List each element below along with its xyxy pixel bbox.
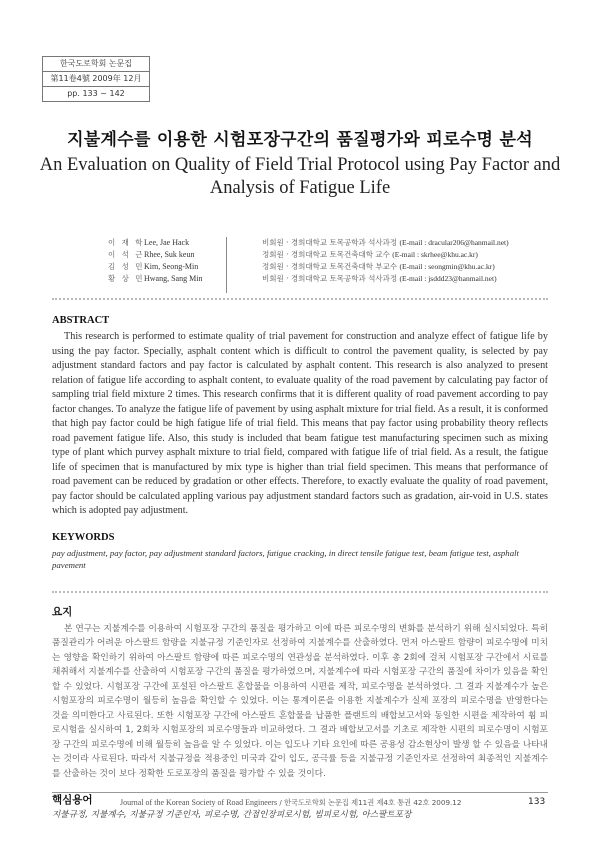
author-row (108, 273, 509, 285)
author-affiliation (262, 261, 495, 273)
journal-info-box (42, 56, 150, 102)
journal-pages: pp. 133 ~ 142 (67, 89, 125, 98)
author-name-ko: 이 석 근 (108, 250, 145, 259)
footer-citation (120, 798, 461, 808)
title-korean: 지불계수를 이용한 시험포장구간의 품질평가와 피로수명 분석 (67, 130, 533, 150)
summary-text: 본 연구는 지불계수를 이용하여 시험포장 구간의 품질을 평가하고 이에 따른 피로수명의 변화를 분석하기 위해 실시되었다. 특히 품질관리가 어려운 아스팔트 함량을 지불규정 기준인자로 선정하여 지불계수를 산출하였다. 먼저 아스팔트 함량이 피로수명에 미치는 영향을 확인하기 위하여 아스팔트 함량에 따른 피로수명의 연관성을 분석하였다. 이후 총 2회에 걸쳐 시험포장 구간에서 시료를 채취해서 지불계수를 산출하여 시험포장 구간의 품질을 평가하였으며, 지불계수에 따라 시험포장 구간의 품질에 차이가 있음을 확인할 수 있었다. 시험포장 구간에 포설된 아스팔트 혼합물을 이용하여 시편을 제작, 피로수명을 분석하였다. 그 결과 지불계수가 높은 시험포장의 피로수명이 월등히 높음을 확인할 수 있었다. 이는 통계이론을 이용한 지불계수가 실제 포장의 피로수명을 반영한다는 것을 의미한다고 사료된다. 또한 시험포장 구간에 아스팔트 혼합물을 납품한 플랜트의 배합보고서와 동일한 시편을 제작하여 휨 피로시험을 실시하여 1, 2회차 시험포장의 피로수명들과 비교하였다. 그 결과 배합보고서를 기초로 제작한 시편의 피로수명이 시험포장 구간의 피로수명에 비해 월등히 높음을 알 수 있었다. 이는 입도나 기타 요인에 따른 공용성 감소현상이 발생 할 수 있음을 나타내는 것이라 사료된다. 따라서 지불규정을 적용중인 미국과 같이 입도, 공극률 등을 지불규정 기준인자로 선정하여 최종적인 지불계수를 산출하는 것이 보다 정확한 도로포장의 품질을 평가할 수 있을 것이다. (52, 623, 548, 779)
author-row (108, 249, 509, 261)
author-email: (E-mail : dracular206@hanmail.net) (399, 238, 509, 247)
author-name-ko: 김 성 민 (108, 262, 145, 271)
author-row (108, 237, 509, 249)
author-email: (E-mail : jsddd23@hanmail.net) (399, 274, 497, 283)
keywords-text: pay adjustment, pay factor, pay adjustment standard factors, fatigue cracking, in direct tensile fatigue test, beam fatigue test, asphalt pavement (52, 547, 519, 570)
author-name-en: Lee, Jae Hack (144, 238, 190, 247)
author-affiliation (262, 249, 478, 261)
keywords-heading: KEYWORDS (52, 531, 115, 543)
author-list (108, 237, 509, 285)
author-email: (E-mail : skrhee@khu.ac.kr) (392, 250, 478, 259)
section-divider (52, 591, 548, 593)
author-affiliation (262, 273, 497, 285)
affiliation-text: 비회원 · 경희대학교 토목공학과 석사과정 (262, 274, 398, 283)
footer-journal-ko: / 한국도로학회 논문집 제11권 제4호 통권 42호 2009.12 (277, 798, 462, 807)
author-email: (E-mail : seongmin@khu.ac.kr) (399, 262, 495, 271)
footer-journal-en: Journal of the Korean Society of Road Engineers (120, 798, 278, 807)
affiliation-text: 비회원 · 경희대학교 토목공학과 석사과정 (262, 238, 398, 247)
author-name-en: Rhee, Suk keun (144, 250, 195, 259)
body-content (52, 314, 548, 821)
footer-rule (52, 792, 548, 793)
author-affiliation (262, 237, 509, 249)
summary-heading: 요지 (52, 605, 73, 618)
author-name-en: Kim, Seong-Min (144, 262, 199, 271)
keywords-ko-heading: 핵심용어 (52, 794, 93, 806)
author-name-en: Hwang, Sang Min (144, 274, 203, 283)
abstract-text: This research is performed to estimate quality of trial pavement for construction and analyze effect of fatigue life by using the pay factor. Specially, asphalt content which is difficult to control the pavement quality, is selected by pay adjustment standard factors and pay factor is calculated by asphalt content. This research is also analyzed to present relation of fatigue life according to asphalt content, to evaluate quality of the road pavement by calculating pay factor of sampling trial field mixture 2 times. This research confirms that it is different quality of road pavement according to pay factor changes. To analyze the fatigue life of pavement by using asphalt mixture for trial field. As a result, it is conformed that high pay factor could be high fatigue life of trial field. This means that pay factor using probability theory reflects road pavement fatigue life. Also, this study is included that beam fatigue test manufacturing specimen such as mixing type of plant which purvey asphalt mixture to trial field, compared with fatigue life of trial field. As a result, the fatigue life of specimen that is manufactured by mix type is higher than trial field specimen. This means that performance of road pavement can be reduced by gradation or other effects. Therefore, to exactly evaluate the quality of road pavement, pay factor should be calculated appling various pay adjustment standard factors such as gradation, air-void in U.S. states which is adopted pay adjustment. (52, 331, 548, 516)
author-name-ko: 황 상 민 (108, 274, 145, 283)
keywords-ko-text: 지불규정, 지불계수, 지불규정 기준인자, 피로수명, 간접인장피로시험, 빔피로시험, 아스팔트포장 (52, 810, 412, 820)
author-name-ko: 이 재 학 (108, 238, 145, 247)
abstract-heading: ABSTRACT (52, 315, 110, 326)
affiliation-text: 정회원 · 경희대학교 토목건축대학 교수 (262, 250, 390, 259)
page-number: 133 (528, 797, 546, 807)
title-english (0, 154, 600, 200)
title-english-line-1: An Evaluation on Quality of Field Trial Protocol using Pay Factor and (39, 155, 561, 175)
section-divider (52, 298, 548, 300)
title-english-line-2: Analysis of Fatigue Life (209, 178, 391, 198)
journal-volume: 第11卷4號 2009年 12月 (43, 72, 149, 87)
affiliation-text: 정회원 · 경희대학교 토목건축대학 부교수 (262, 262, 398, 271)
author-divider (226, 237, 227, 293)
author-row (108, 261, 509, 273)
journal-society: 한국도로학회 논문집 (43, 57, 149, 72)
